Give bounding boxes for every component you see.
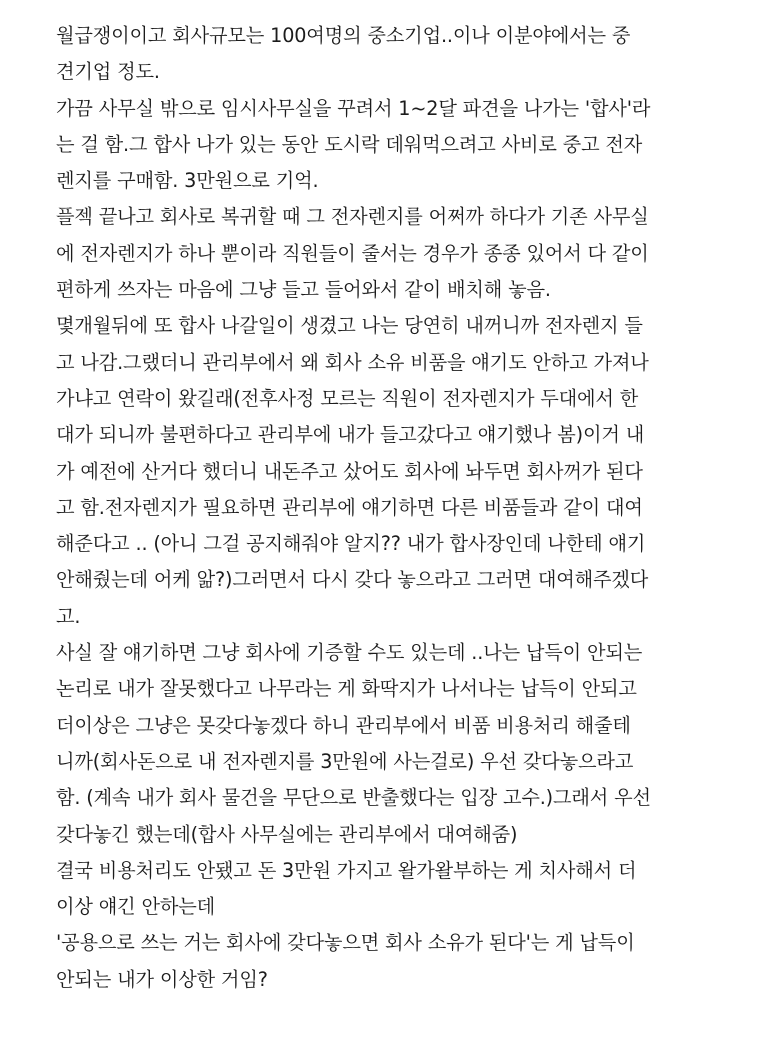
text-line: 이상 얘긴 안하는데 [56, 895, 215, 919]
text-line: 갖다놓긴 했는데(합사 사무실에는 관리부에서 대여해줌) [56, 822, 518, 846]
text-line: 니까(회사돈으로 내 전자렌지를 3만원에 사는걸로) 우선 갖다놓으라고 [56, 749, 634, 773]
text-line: 논리로 내가 잘못했다고 나무라는 게 화딱지가 나서나는 납득이 안되고 [56, 677, 637, 701]
text-line: 고 함.전자렌지가 필요하면 관리부에 얘기하면 다른 비품들과 같이 대여 [56, 495, 643, 519]
text-line: 함. (계속 내가 회사 물건을 무단으로 반출했다는 입장 고수.)그래서 우선 [56, 786, 651, 810]
text-line: 더이상은 그냥은 못갖다놓겠다 하니 관리부에서 비품 비용처리 해줄테 [56, 713, 631, 737]
text-line: 플젝 끝나고 회사로 복귀할 때 그 전자렌지를 어쩌까 하다가 기존 사무실 [56, 205, 649, 229]
text-line: 고. [56, 604, 81, 628]
text-line: 고 나감.그랬더니 관리부에서 왜 회사 소유 비품을 얘기도 안하고 가져나 [56, 350, 649, 374]
text-line: 렌지를 구매함. 3만원으로 기억. [56, 169, 319, 193]
text-line: 대가 되니까 불편하다고 관리부에 내가 들고갔다고 얘기했나 봄)이거 내 [56, 423, 645, 447]
text-line: 에 전자렌지가 하나 뿐이라 직원들이 줄서는 경우가 종종 있어서 다 같이 [56, 241, 649, 265]
text-line: 편하게 쓰자는 마음에 그냥 들고 들어와서 같이 배치해 놓음. [56, 278, 551, 302]
text-line: 가냐고 연락이 왔길래(전후사정 모르는 직원이 전자렌지가 두대에서 한 [56, 386, 639, 410]
post-body [56, 18, 746, 998]
text-line: 가끔 사무실 밖으로 임시사무실을 꾸려서 1~2달 파견을 나가는 '합사'라 [56, 96, 651, 120]
text-line: 월급쟁이이고 회사규모는 100여명의 중소기업..이나 이분야에서는 중 [56, 24, 631, 47]
text-line: 결국 비용처리도 안됐고 돈 3만원 가지고 왈가왈부하는 게 치사해서 더 [56, 858, 637, 882]
text-line: 는 걸 함.그 합사 나가 있는 동안 도시락 데워먹으려고 사비로 중고 전자 [56, 132, 643, 156]
text-line: 해준다고 .. (아니 그걸 공지해줘야 알지?? 내가 합사장인데 나한테 얘기 [56, 532, 646, 556]
text-line: '공용으로 쓰는 거는 회사에 갖다놓으면 회사 소유가 된다'는 게 납득이 [56, 931, 635, 955]
text-line: 안해줬는데 어케 앎?)그러면서 다시 갖다 놓으라고 그러면 대여해주겠다 [56, 568, 649, 592]
text-line: 안되는 내가 이상한 거임? [56, 967, 268, 991]
text-line: 사실 잘 얘기하면 그냥 회사에 기증할 수도 있는데 ..나는 납득이 안되는 [56, 641, 643, 665]
text-line: 몇개월뒤에 또 합사 나갈일이 생겼고 나는 당연히 내꺼니까 전자렌지 들 [56, 314, 643, 338]
text-line: 가 예전에 산거다 했더니 내돈주고 샀어도 회사에 놔두면 회사꺼가 된다 [56, 459, 643, 483]
text-line: 견기업 정도. [56, 60, 160, 84]
